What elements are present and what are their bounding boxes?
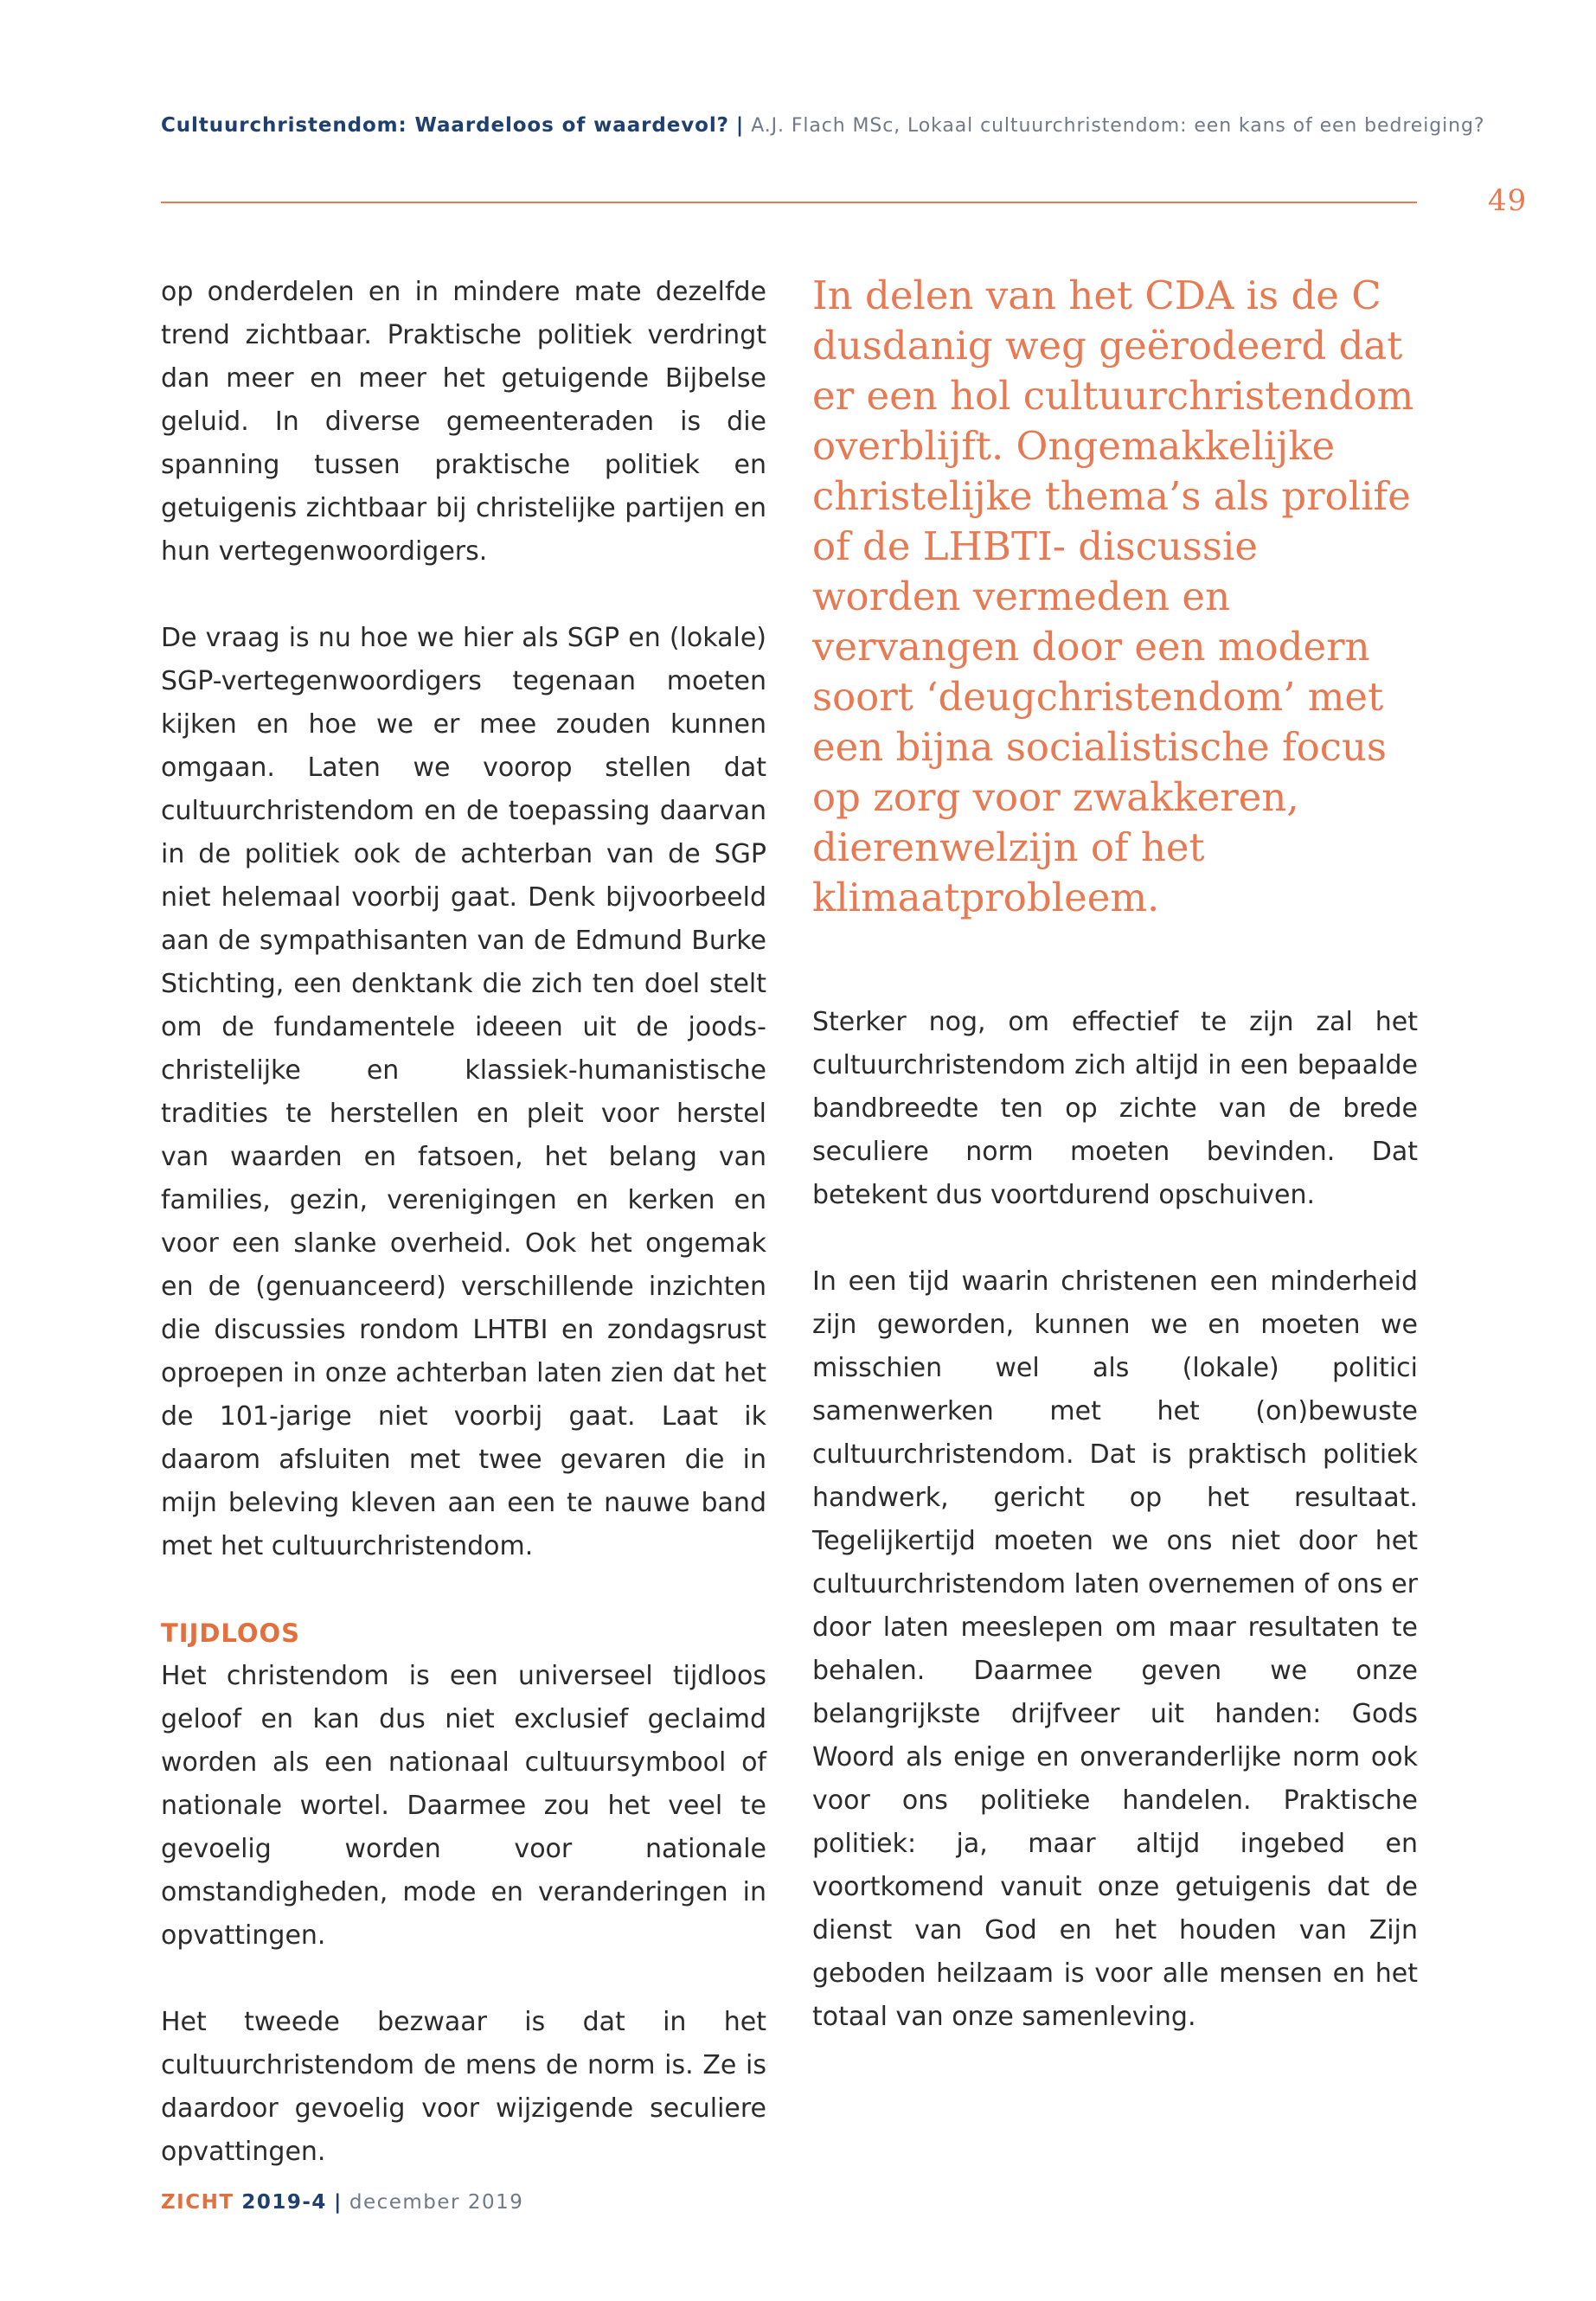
body-paragraph: Het tweede bezwaar is dat in het cultuurchristendom de mens de norm is. Ze is daardoor gevoelig voor wijzigende seculiere opvattingen. (161, 2007, 766, 2167)
pull-quote: In delen van het CDA is de C dusdanig weg geërodeerd dat er een hol cultuurchristendom overblijft. Ongemakkelijke christelijke thema’s als prolife of de LHBTI- discussie worden vermeden en vervangen door een modern soort ‘deugchristendom’ met een bijna socialistische focus op zorg voor zwakkeren, dierenwelzijn of het klimaatprobleem. (812, 272, 1414, 920)
footer-separator: | (333, 2191, 343, 2214)
footer-issue: 2019-4 (241, 2191, 327, 2214)
body-paragraph: De vraag is nu hoe we hier als SGP en (lokale) SGP-vertegenwoordigers tegenaan moeten kijken en hoe we er mee zouden kunnen omgaan. Laten we voorop stellen dat cultuurchristendom en de toepassing daarvan in de politiek ook de achterban van de SGP niet helemaal voorbij gaat. Denk bijvoorbeeld aan de sympathisanten van de Edmund Burke Stichting, een denktank die zich ten doel stelt om de fundamentele ideeen uit de joods-christelijke en klassiek-humanistische tradities te herstellen en pleit voor herstel van waarden en fatsoen, het belang van families, gezin, verenigingen en kerken en voor een slanke overheid. Ook het ongemak en de (genuanceerd) verschillende inzichten die discussies rondom LHTBI en zondagsrust oproepen in onze achterban laten zien dat het de 101-jarige niet voorbij gaat. Laat ik daarom afsluiten met twee gevaren die in mijn beleving kleven aan een te nauwe band met het cultuurchristendom. (161, 623, 766, 1561)
page-footer (161, 2191, 523, 2214)
left-column (161, 271, 766, 2174)
page-number: 49 (1488, 183, 1528, 218)
body-paragraph: Sterker nog, om effectief te zijn zal het cultuurchristendom zich altijd in een bepaalde bandbreedte ten op zichte van de brede seculiere norm moeten bevinden. Dat betekent dus voortdurend opschuiven. (812, 1007, 1418, 1210)
footer-brand: ZICHT (161, 2191, 234, 2214)
header-title: Cultuurchristendom: Waardeloos of waardevol? (161, 114, 729, 137)
body-paragraph: In een tijd waarin christenen een minderheid zijn geworden, kunnen we en moeten we misschien wel als (lokale) politici samenwerken met het (on)bewuste cultuurchristendom. Dat is praktisch politiek handwerk, gericht op het resultaat. Tegelijkertijd moeten we ons niet door het cultuurchristendom laten overnemen of ons er door laten meeslepen om maar resultaten te behalen. Daarmee geven we onze belangrijkste drijfveer uit handen: Gods Woord als enige en onveranderlijke norm ook voor ons politieke handelen. Praktische politiek: ja, maar altijd ingebed en voortkomend vanuit onze getuigenis dat de dienst van God en het houden van Zijn geboden heilzaam is voor alle mensen en het totaal van onze samenleving. (812, 1266, 1418, 2032)
running-header (161, 111, 1485, 141)
section-heading: TIJDLOOS (161, 1618, 301, 1648)
body-paragraph: op onderdelen en in mindere mate dezelfde trend zichtbaar. Praktische politiek verdringt dan meer en meer het getuigende Bijbelse geluid. In diverse gemeenteraden is die spanning tussen praktische politiek en getuigenis zichtbaar bij christelijke partijen en hun vertegenwoordigers. (161, 277, 766, 567)
body-paragraph: Het christendom is een universeel tijdloos geloof en kan dus niet exclusief geclaimd worden als een nationaal cultuursymbool of nationale wortel. Daarmee zou het veel te gevoelig worden voor nationale omstandigheden, mode en veranderingen in opvattingen. (161, 1661, 766, 1951)
right-column (812, 271, 1418, 2039)
header-separator: | (735, 114, 745, 137)
footer-date: december 2019 (349, 2191, 524, 2214)
header-subtitle: A.J. Flach MSc, Lokaal cultuurchristendom: een kans of een bedreiging? (751, 115, 1485, 137)
header-rule (161, 202, 1417, 203)
